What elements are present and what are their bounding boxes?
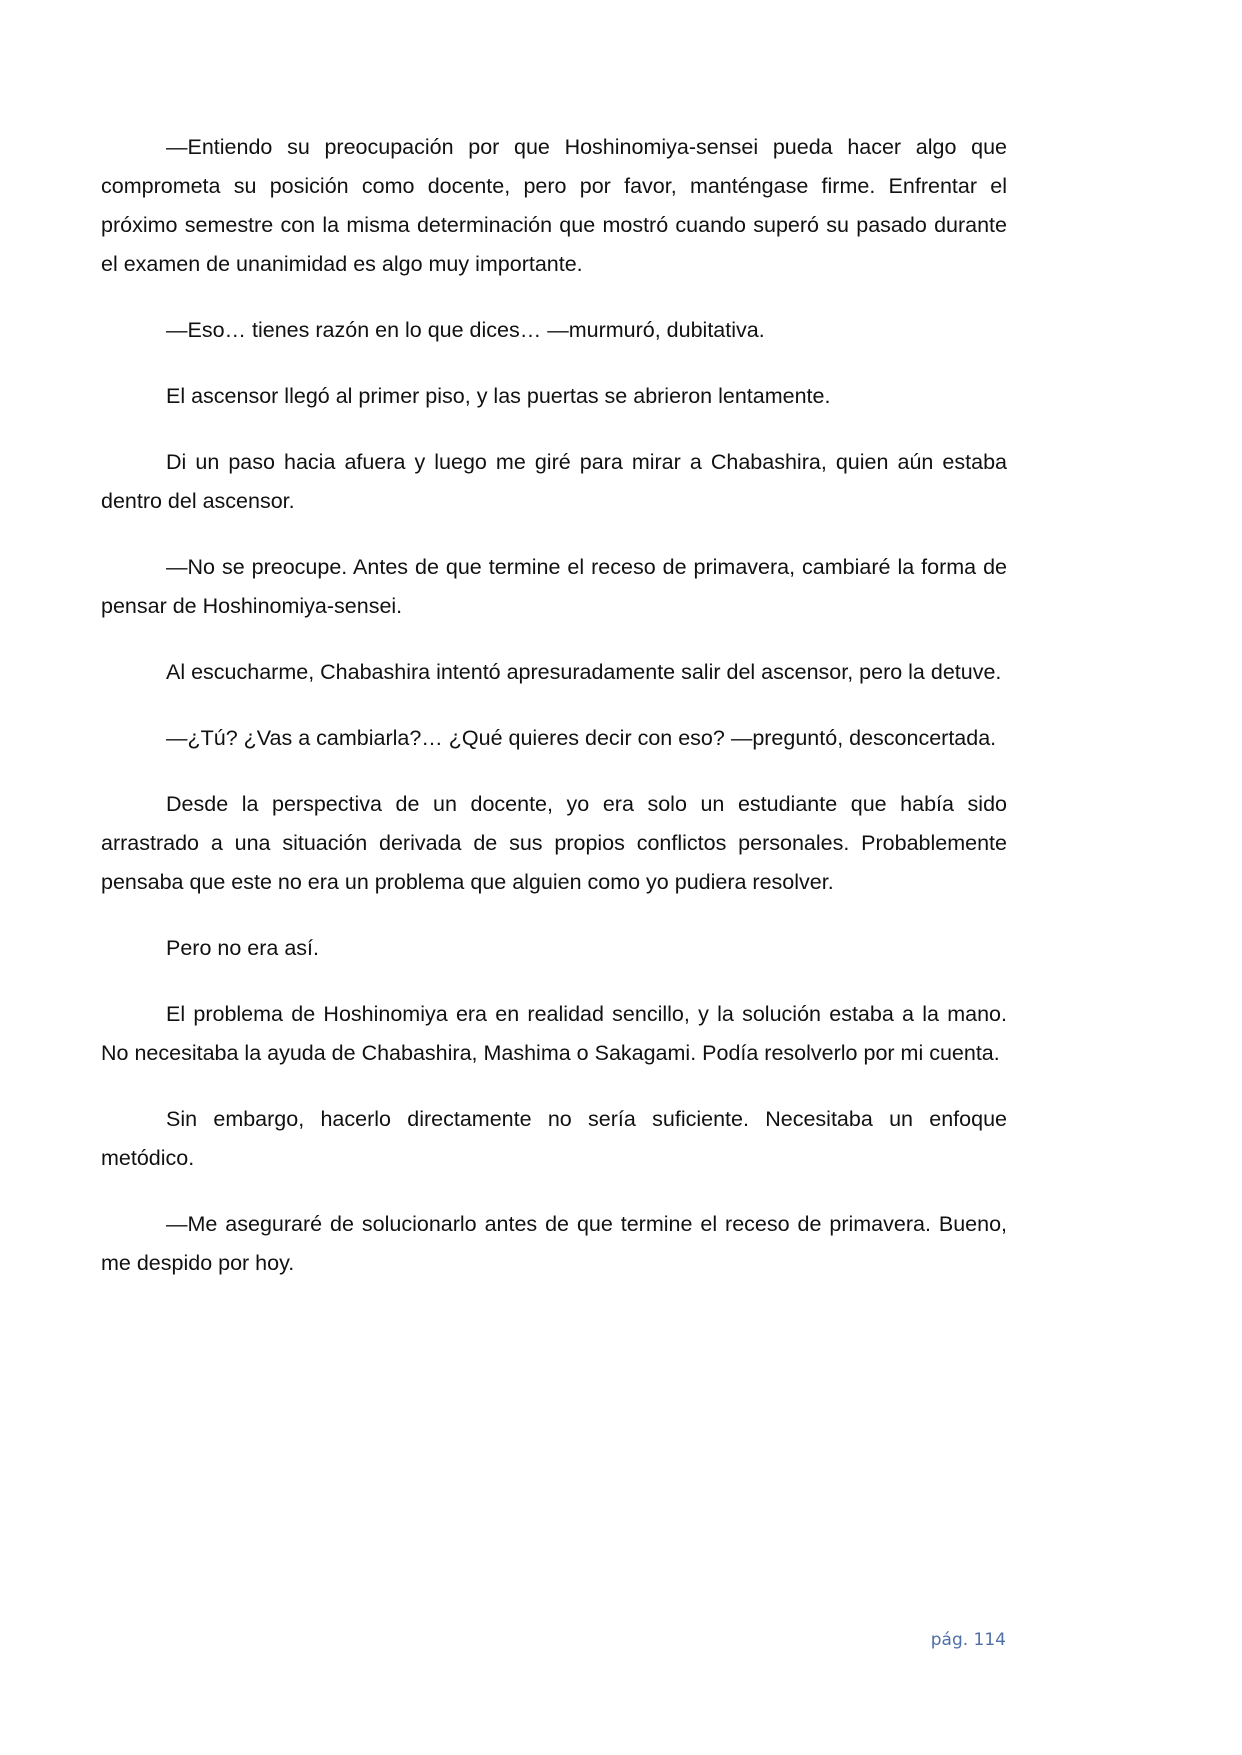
paragraph: —Entiendo su preocupación por que Hoshinomiya-sensei pueda hacer algo que comprometa su posición como docente, pero por favor, manténgase firme. Enfrentar el próximo semestre con la misma determinación que mostró cuando superó su pasado durante el examen de unanimidad es algo muy importante.: [101, 135, 1007, 276]
paragraph: Di un paso hacia afuera y luego me giré para mirar a Chabashira, quien aún estaba dentro del ascensor.: [101, 450, 1007, 513]
paragraph: —Eso… tienes razón en lo que dices… —murmuró, dubitativa.: [166, 318, 765, 342]
paragraph: —Me aseguraré de solucionarlo antes de que termine el receso de primavera. Bueno, me despido por hoy.: [101, 1212, 1007, 1275]
paragraph: Sin embargo, hacerlo directamente no sería suficiente. Necesitaba un enfoque metódico.: [101, 1107, 1007, 1170]
paragraph: —¿Tú? ¿Vas a cambiarla?… ¿Qué quieres decir con eso? —preguntó, desconcertada.: [166, 726, 997, 750]
paragraph: Al escucharme, Chabashira intentó apresuradamente salir del ascensor, pero la detuve.: [166, 660, 1002, 684]
page-number: pág. 114: [930, 1630, 1006, 1650]
document-body: [101, 128, 1007, 1310]
paragraph: El problema de Hoshinomiya era en realidad sencillo, y la solución estaba a la mano. No necesitaba la ayuda de Chabashira, Mashima o Sakagami. Podía resolverlo por mi cuenta.: [101, 1002, 1007, 1065]
paragraph: Desde la perspectiva de un docente, yo era solo un estudiante que había sido arrastrado a una situación derivada de sus propios conflictos personales. Probablemente pensaba que este no era un problema que alguien como yo pudiera resolver.: [101, 792, 1007, 894]
paragraph: El ascensor llegó al primer piso, y las puertas se abrieron lentamente.: [166, 384, 831, 408]
paragraph: Pero no era así.: [166, 936, 319, 960]
paragraph: —No se preocupe. Antes de que termine el receso de primavera, cambiaré la forma de pensar de Hoshinomiya-sensei.: [101, 555, 1007, 618]
